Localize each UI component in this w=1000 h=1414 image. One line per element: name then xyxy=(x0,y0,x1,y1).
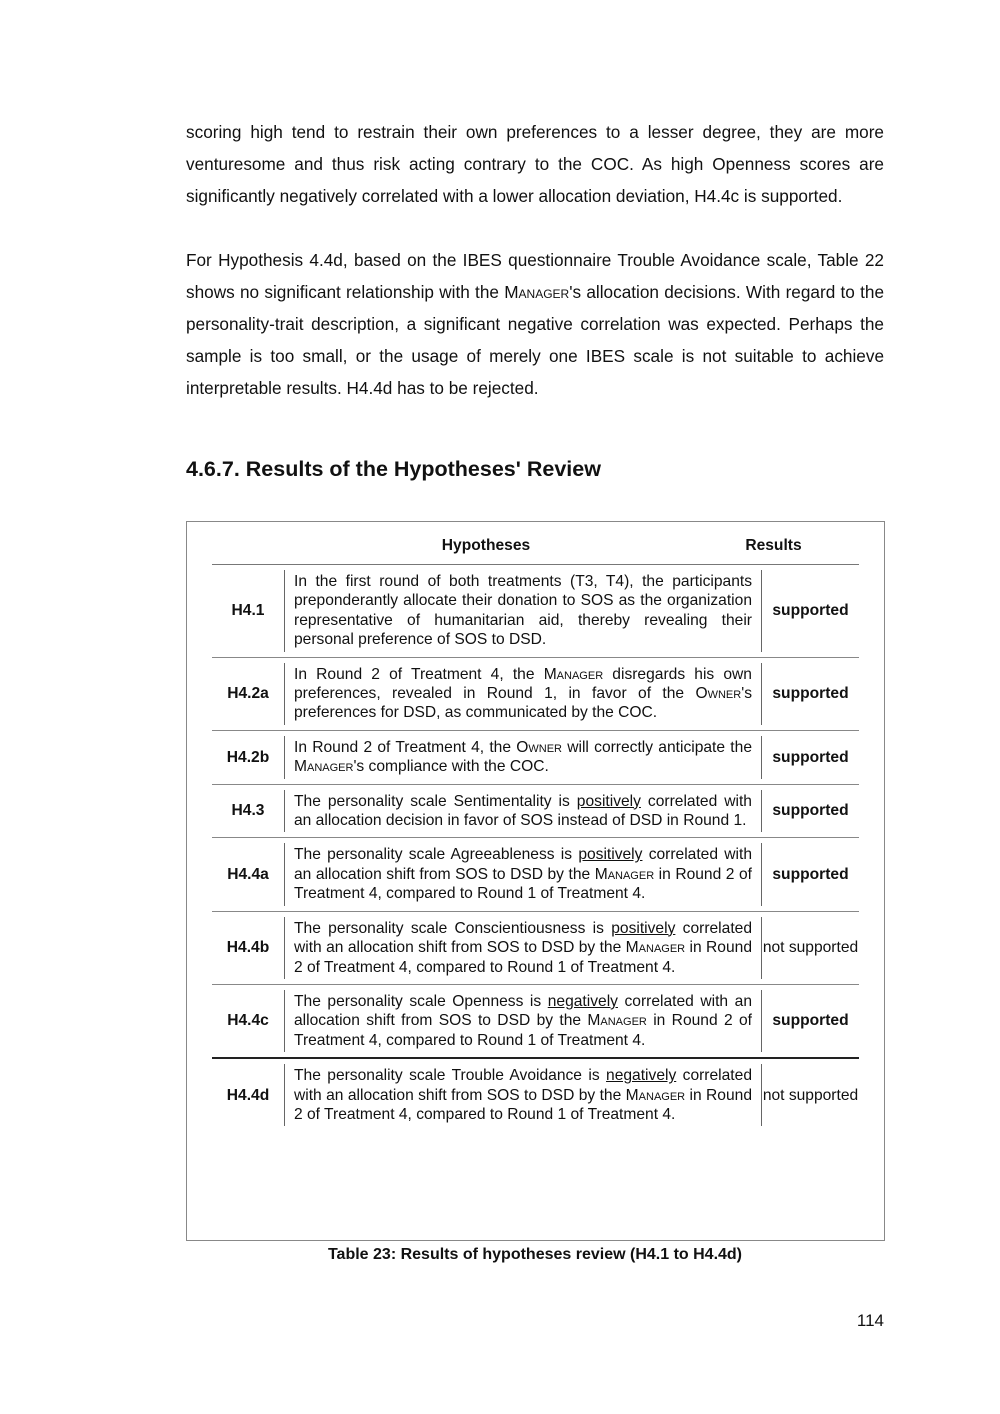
header-hypotheses: Hypotheses xyxy=(441,537,531,554)
small-caps-term: Manager xyxy=(543,665,604,683)
small-caps-term: Owner xyxy=(516,738,562,756)
text-segment: The personality scale Openness is xyxy=(294,992,548,1010)
hypothesis-text xyxy=(284,917,762,979)
hypothesis-id: H4.4b xyxy=(226,939,270,957)
body-paragraph-2 xyxy=(186,244,884,404)
text-segment: in Round 2 of Treatment 4, compared to Round 1 of Treatment 4. xyxy=(294,939,752,976)
text-segment: correlated with an allocation shift from SOS to DSD by the xyxy=(294,919,752,957)
small-caps-term: Manager xyxy=(504,282,570,302)
hypothesis-result: supported xyxy=(772,1012,849,1030)
underlined-term: negatively xyxy=(606,1067,677,1085)
hypothesis-result: not supported xyxy=(762,939,859,957)
small-caps-term: Manager xyxy=(625,1086,686,1104)
hypothesis-result: supported xyxy=(772,685,849,703)
table-row xyxy=(212,985,859,1059)
text-segment: The personality scale Agreeableness is xyxy=(294,846,579,864)
hypothesis-text xyxy=(284,570,762,652)
table-row xyxy=(212,565,859,658)
small-caps-term: Owner xyxy=(695,685,742,703)
hypothesis-text xyxy=(284,790,762,833)
text-segment: The personality scale Sentimentality is xyxy=(294,792,577,810)
page-number: 114 xyxy=(856,1311,884,1330)
hypothesis-id: H4.2a xyxy=(227,685,269,703)
hypotheses-table xyxy=(212,536,859,1131)
hypothesis-id: H4.2b xyxy=(226,748,270,766)
text-segment: In Round 2 of Treatment 4, the xyxy=(294,738,517,756)
section-heading: 4.6.7. Results of the Hypotheses' Review xyxy=(186,457,601,481)
underlined-term: negatively xyxy=(547,992,618,1010)
hypothesis-text xyxy=(284,663,762,725)
hypothesis-result: supported xyxy=(772,602,849,620)
table-row xyxy=(212,785,859,839)
body-paragraph-1 xyxy=(186,116,884,212)
text-segment: scoring high tend to restrain their own preferences to a lesser degree, they are more venturesome and thus risk acting contrary to the COC. As high Openness scores are significantly negatively correlated with a lower allocation deviation, H4.4c is supported. xyxy=(186,122,884,206)
text-segment: In Round 2 of Treatment 4, the xyxy=(294,665,544,683)
text-segment: For Hypothesis 4.4d, based on the IBES questionnaire Trouble Avoidance scale, Table 22 shows no significant relationship with the xyxy=(186,250,884,302)
table-row xyxy=(212,1059,859,1131)
text-segment: 's allocation decisions. With regard to the personality-trait description, a significant negative correlation was expected. Perhaps the sample is too small, or the usage of merely one IBES scale is not suitable to achieve interpretable results. H4.4d has to be rejected. xyxy=(186,282,885,398)
text-segment: The personality scale Conscientiousness is xyxy=(294,919,612,937)
hypothesis-id: H4.4c xyxy=(227,1012,269,1030)
small-caps-term: Manager xyxy=(587,1012,647,1030)
small-caps-term: Manager xyxy=(625,939,686,957)
text-segment: 's compliance with the COC. xyxy=(353,758,549,776)
hypothesis-text xyxy=(284,736,762,779)
hypothesis-result: supported xyxy=(772,802,849,820)
underlined-term: positively xyxy=(611,919,676,937)
hypothesis-text xyxy=(284,990,762,1052)
hypothesis-id: H4.4a xyxy=(227,865,269,883)
table-header xyxy=(212,536,859,565)
text-segment: in Round 2 of Treatment 4, compared to Round 1 of Treatment 4. xyxy=(294,1086,752,1123)
text-segment: in Round 2 of Treatment 4, compared to Round 1 of Treatment 4. xyxy=(294,1012,752,1049)
hypothesis-result: not supported xyxy=(762,1086,859,1104)
hypothesis-id: H4.3 xyxy=(231,802,265,820)
text-segment: disregards his own preferences, revealed in Round 1, in favor of the xyxy=(294,665,752,703)
underlined-term: positively xyxy=(578,846,643,864)
hypothesis-id: H4.4d xyxy=(226,1086,270,1104)
header-results: Results xyxy=(745,537,802,554)
small-caps-term: Manager xyxy=(594,865,655,883)
text-segment: In the first round of both treatments (T3, T4), the participants preponderantly allocate their donation to SOS as the organization representative of humanitarian aid, thereby revealing their personal preference of SOS to DSD. xyxy=(294,573,752,649)
text-segment: correlated with an allocation shift from SOS to DSD by the xyxy=(294,1067,752,1104)
text-segment: 's preferences for DSD, as communicated by the COC. xyxy=(294,685,752,722)
hypothesis-result: supported xyxy=(772,748,849,766)
small-caps-term: Manager xyxy=(294,758,354,776)
hypothesis-result: supported xyxy=(772,865,849,883)
hypotheses-table-frame xyxy=(186,521,885,1241)
text-segment: correlated with an allocation shift from SOS to DSD by the xyxy=(294,992,752,1030)
table-row xyxy=(212,912,859,985)
table-row xyxy=(212,731,859,785)
text-segment: correlated with an allocation decision in favor of SOS instead of DSD in Round 1. xyxy=(294,792,752,830)
table-caption: Table 23: Results of hypotheses review (H4.1 to H4.4d) xyxy=(327,1246,743,1263)
text-segment: The personality scale Trouble Avoidance is xyxy=(294,1067,607,1085)
text-segment: in Round 2 of Treatment 4, compared to Round 1 of Treatment 4. xyxy=(294,865,752,903)
hypothesis-id: H4.1 xyxy=(231,602,265,620)
table-row xyxy=(212,838,859,911)
text-segment: will correctly anticipate the xyxy=(562,738,752,756)
underlined-term: positively xyxy=(576,792,641,810)
text-segment: correlated with an allocation shift from SOS to DSD by the xyxy=(294,846,752,883)
table-row xyxy=(212,658,859,731)
hypothesis-text xyxy=(284,1064,762,1126)
hypothesis-text xyxy=(284,843,762,905)
